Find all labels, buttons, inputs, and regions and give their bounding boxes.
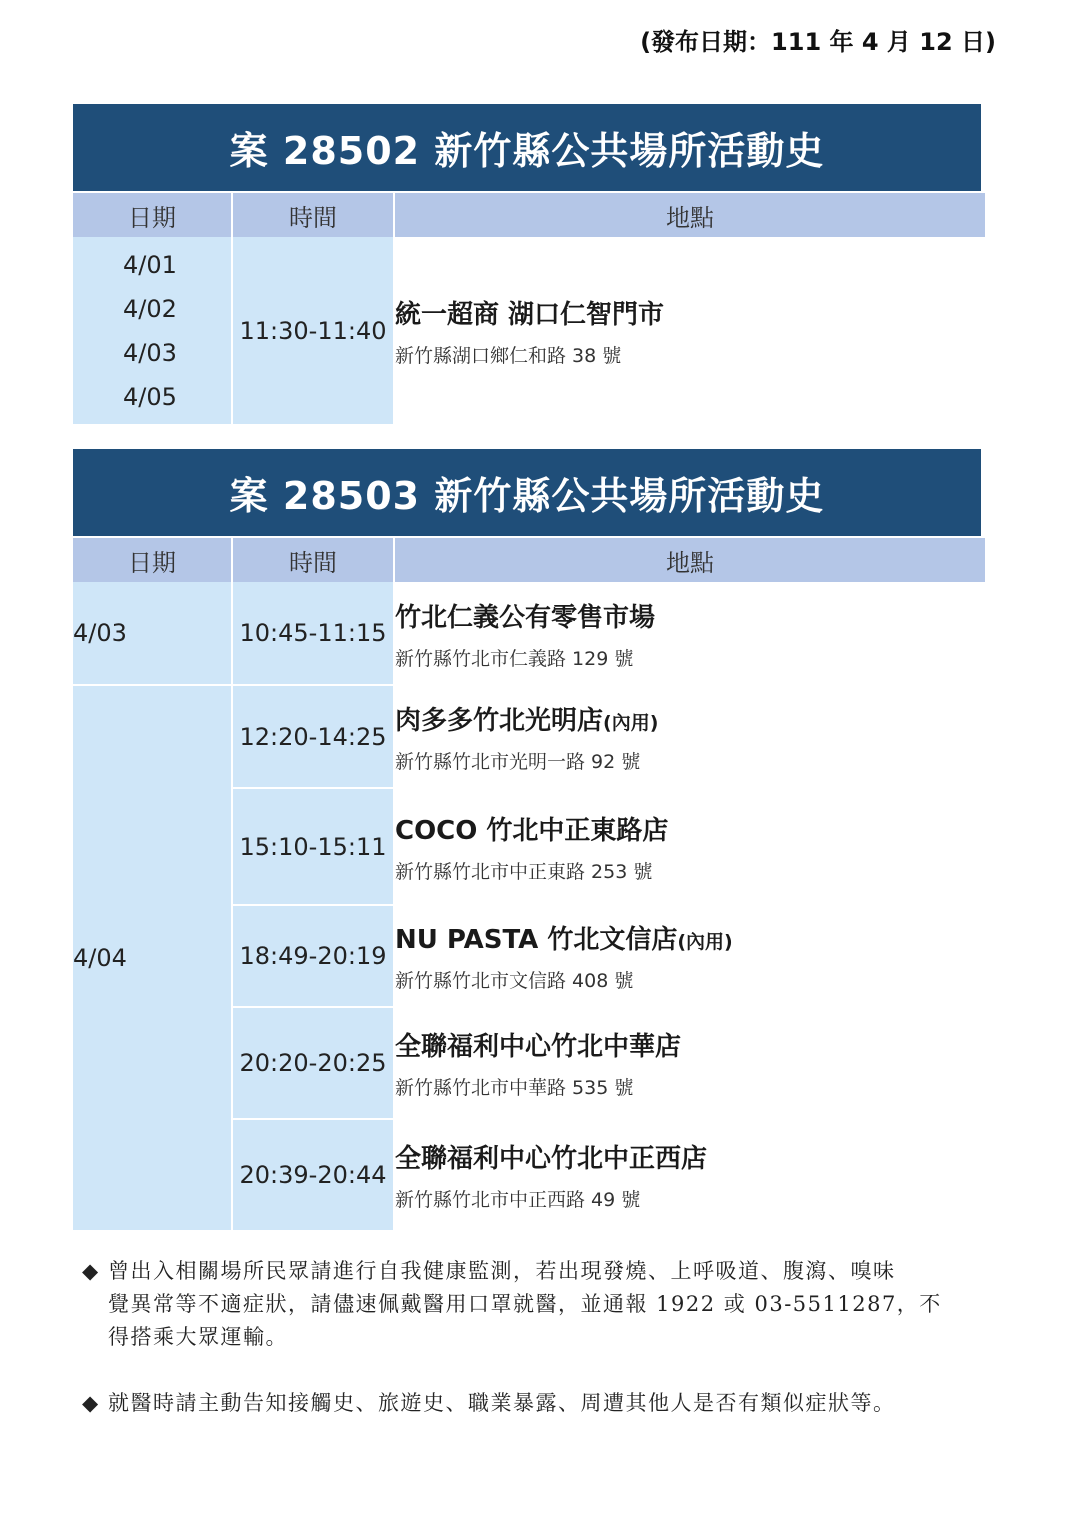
- header-time: 時間: [232, 192, 394, 237]
- publish-date: (發布日期：111 年 4 月 12 日): [640, 28, 996, 56]
- place-address: 新竹縣竹北市中正西路 49 號: [395, 1188, 641, 1211]
- header-place: 地點: [394, 537, 985, 582]
- header-place: 地點: [394, 192, 985, 237]
- time-value: 15:10-15:11: [232, 788, 394, 905]
- notice-line-3: 得搭乘大眾運輸。: [108, 1325, 288, 1349]
- dine-in-note: (內用): [603, 711, 659, 734]
- time-value: 10:45-11:15: [232, 582, 394, 685]
- place-name: COCO 竹北中正東路店: [395, 815, 669, 846]
- notice-line-1: 曾出入相關場所民眾請進行自我健康監測，若出現發燒、上呼吸道、腹瀉、嗅味: [108, 1259, 896, 1283]
- header-date: 日期: [73, 192, 232, 237]
- place-address: 新竹縣竹北市光明一路 92 號: [395, 750, 641, 773]
- date-value: 4/03: [73, 582, 232, 685]
- diamond-bullet-icon: ◆: [82, 1259, 100, 1283]
- case-28503-title: 案 28503 新竹縣公共場所活動史: [73, 449, 981, 536]
- place-cell: [394, 1119, 985, 1230]
- table-row: [73, 582, 985, 685]
- date-cell: [73, 237, 232, 424]
- case-28503-table: [73, 536, 985, 1230]
- place-cell: [394, 237, 985, 424]
- place-name: 竹北仁義公有零售市場: [395, 602, 656, 633]
- health-notice: [82, 1255, 997, 1354]
- place-cell: [394, 1007, 985, 1119]
- place-name: 肉多多竹北光明店: [395, 705, 604, 736]
- place-address: 新竹縣竹北市中正東路 253 號: [395, 860, 653, 883]
- place-cell: [394, 685, 985, 788]
- case-28503-section: [73, 449, 981, 1230]
- time-value: 18:49-20:19: [232, 905, 394, 1007]
- table-header-row: [73, 537, 985, 582]
- time-value: 12:20-14:25: [232, 685, 394, 788]
- diamond-bullet-icon: ◆: [82, 1391, 100, 1415]
- date-value: 4/01: [123, 250, 177, 279]
- place-address: 新竹縣竹北市文信路 408 號: [395, 970, 634, 992]
- time-value: 20:20-20:25: [232, 1007, 394, 1119]
- date-value: 4/04: [73, 685, 232, 1230]
- case-28502-section: [73, 104, 981, 424]
- place-name: NU PASTA 竹北文信店: [395, 925, 678, 955]
- time-value: 11:30-11:40: [232, 237, 394, 424]
- place-address: 新竹縣竹北市中華路 535 號: [395, 1077, 634, 1099]
- place-cell: [394, 582, 985, 685]
- case-28502-table: [73, 191, 985, 424]
- table-header-row: [73, 192, 985, 237]
- dine-in-note: (內用): [677, 931, 733, 953]
- date-value: 4/05: [123, 382, 177, 411]
- date-value: 4/02: [123, 294, 177, 323]
- medical-notice-text: 就醫時請主動告知接觸史、旅遊史、職業暴露、周遭其他人是否有類似症狀等。: [108, 1391, 896, 1415]
- place-cell: [394, 905, 985, 1007]
- place-address: 新竹縣湖口鄉仁和路 38 號: [395, 344, 622, 367]
- notice-line-2: 覺異常等不適症狀，請儘速佩戴醫用口罩就醫，並通報 1922 或 03-5511287，不: [108, 1292, 942, 1316]
- medical-notice: [82, 1387, 997, 1420]
- place-cell: [394, 788, 985, 905]
- table-row: [73, 685, 985, 788]
- place-address: 新竹縣竹北市仁義路 129 號: [395, 647, 634, 670]
- table-row: [73, 237, 985, 424]
- header-time: 時間: [232, 537, 394, 582]
- time-value: 20:39-20:44: [232, 1119, 394, 1230]
- place-name: 統一超商 湖口仁智門市: [395, 299, 665, 330]
- date-value: 4/03: [123, 338, 177, 367]
- case-28502-title: 案 28502 新竹縣公共場所活動史: [73, 104, 981, 191]
- place-name: 全聯福利中心竹北中正西店: [395, 1143, 708, 1174]
- header-date: 日期: [73, 537, 232, 582]
- place-name: 全聯福利中心竹北中華店: [395, 1032, 682, 1062]
